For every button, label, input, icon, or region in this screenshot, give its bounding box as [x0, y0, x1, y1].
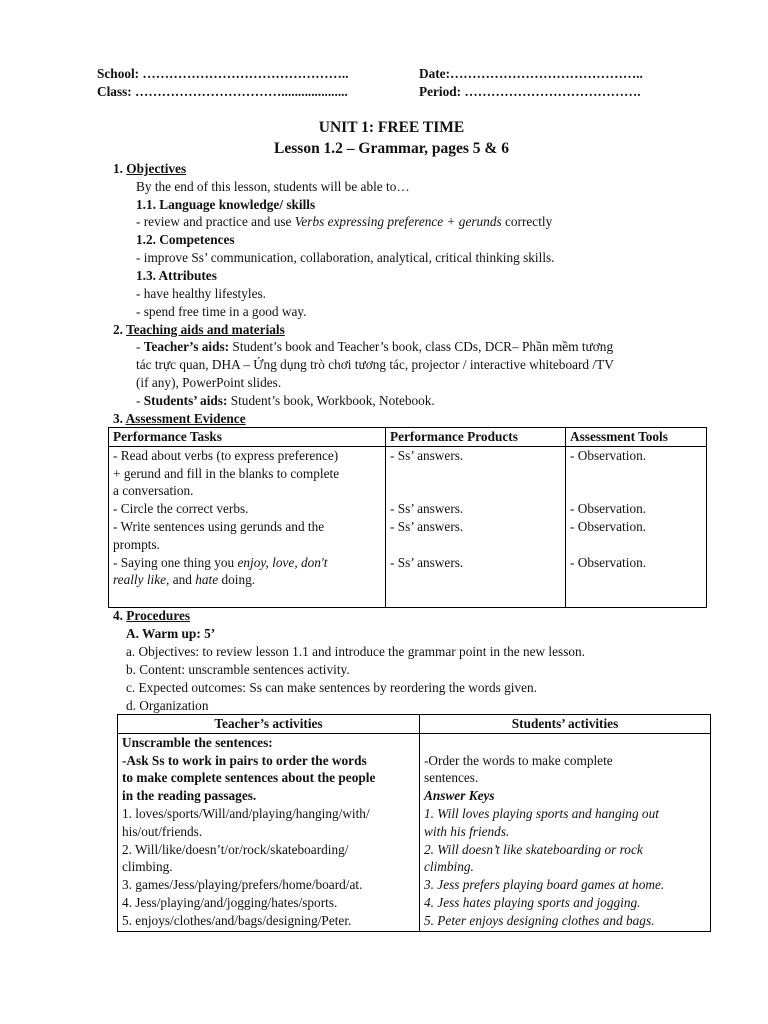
- aids-heading: 2. Teaching aids and materials: [113, 322, 285, 337]
- warmup-outcomes: c. Expected outcomes: Ss can make sentences by reordering the words given.: [126, 680, 537, 695]
- col-header-products: Performance Products: [386, 428, 566, 447]
- teacher-activities-cell: Unscramble the sentences: -Ask Ss to work in pairs to order the words to make complete sentences about the people in the reading passages. 1. loves/sports/Will/and/playing/hanging/with/ his/out/friends. 2. Will/like/doesn’t/or/rock/skateboarding/ climbing. 3. games/Jess/playing/prefers/home/board/at. 4. Jess/playing/and/jogging/hates/sports. 5. enjoys/clothes/and/bags/designing/Peter.: [118, 733, 420, 931]
- objectives-heading: 1. Objectives: [113, 161, 187, 176]
- assessment-heading: 3. Assessment Evidence: [113, 411, 246, 426]
- unit-title: UNIT 1: FREE TIME: [318, 119, 465, 136]
- table-row: [118, 733, 711, 931]
- attributes-heading: 1.3. Attributes: [136, 268, 217, 283]
- competences-heading: 1.2. Competences: [136, 232, 235, 247]
- tasks-cell: - Read about verbs (to express preference) + gerund and fill in the blanks to complete a conversation. - Circle the correct verbs. - Write sentences using gerunds and the prompts. - Saying one thing you enjoy, love, don't really like, and hate doing.: [109, 446, 386, 607]
- period-field: Period: ………………………………….: [419, 84, 641, 99]
- student-aids-line: - Students’ aids: Student’s book, Workbook, Notebook.: [136, 393, 435, 408]
- attributes-text-1: - have healthy lifestyles.: [136, 286, 266, 301]
- warmup-objectives: a. Objectives: to review lesson 1.1 and introduce the grammar point in the new lesson.: [126, 644, 585, 659]
- teacher-aids-line-2: tác trực quan, DHA – Ứng dụng trò chơi tương tác, projector / interactive whiteboard /TV: [136, 357, 614, 372]
- warmup-organization: d. Organization: [126, 698, 209, 713]
- lesson-title: Lesson 1.2 – Grammar, pages 5 & 6: [274, 140, 509, 157]
- col-header-teacher: Teacher’s activities: [118, 715, 420, 734]
- competences-text: - improve Ss’ communication, collaboration, analytical, critical thinking skills.: [136, 250, 555, 265]
- procedures-header-row: [118, 715, 711, 734]
- col-header-tools: Assessment Tools: [566, 428, 707, 447]
- language-knowledge-heading: 1.1. Language knowledge/ skills: [136, 197, 316, 212]
- teacher-aids-line-3: (if any), PowerPoint slides.: [136, 375, 282, 390]
- objectives-intro: By the end of this lesson, students will be able to…: [136, 179, 410, 194]
- school-field: School: ………………………………………..: [97, 66, 349, 81]
- procedures-heading: 4. Procedures: [113, 608, 191, 623]
- warmup-heading: A. Warm up: 5’: [126, 626, 216, 641]
- assessment-header-row: [109, 428, 707, 447]
- class-field: Class: ……………………………....................: [97, 84, 348, 99]
- language-knowledge-text: - review and practice and use Verbs expressing preference + gerunds correctly: [136, 214, 553, 229]
- date-field: Date:……………………………………..: [419, 66, 643, 81]
- assessment-table: [108, 427, 707, 608]
- col-header-students: Students’ activities: [420, 715, 711, 734]
- warmup-content: b. Content: unscramble sentences activity.: [126, 662, 350, 677]
- table-row: [109, 446, 707, 607]
- tools-cell: - Observation. - Observation. - Observation. - Observation.: [566, 446, 707, 607]
- students-activities-cell: -Order the words to make complete sentences. Answer Keys 1. Will loves playing sports and hanging out with his friends. 2. Will doesn’t like skateboarding or rock climbing. 3. Jess prefers playing board games at home. 4. Jess hates playing sports and jogging. 5. Peter enjoys designing clothes and bags.: [420, 733, 711, 931]
- attributes-text-2: - spend free time in a good way.: [136, 304, 307, 319]
- products-cell: - Ss’ answers. - Ss’ answers. - Ss’ answers. - Ss’ answers.: [386, 446, 566, 607]
- procedures-table: [117, 714, 711, 932]
- col-header-tasks: Performance Tasks: [109, 428, 386, 447]
- teacher-aids-line-1: - Teacher’s aids: Student’s book and Teacher’s book, class CDs, DCR– Phần mềm tương: [136, 339, 614, 354]
